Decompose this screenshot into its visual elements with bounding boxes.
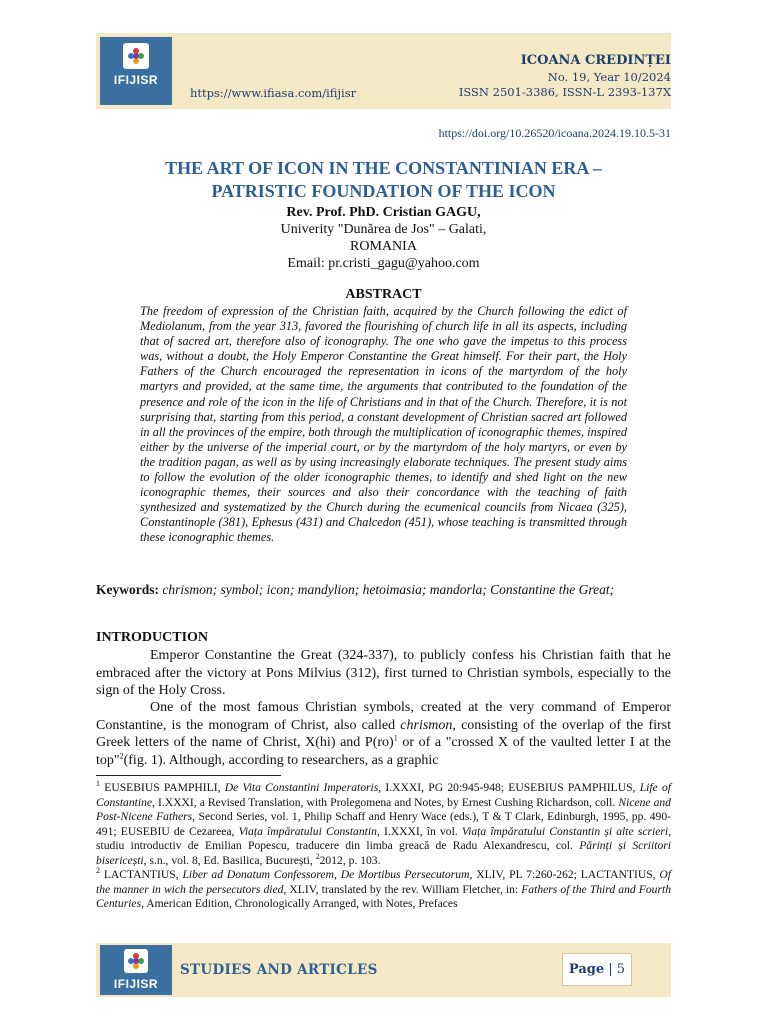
footnote-ref-2[interactable]: 2 — [119, 750, 124, 760]
footer-logo — [100, 945, 172, 995]
intro-paragraph-1: Emperor Constantine the Great (324-337), to publicly confess his Christian faith that he embraced after the victory at Pons Milvius (312), first turned to Christian symbols, especially to the sign of the Holy Cross. — [96, 648, 671, 698]
journal-issue: No. 19, Year 10/2024 — [547, 70, 671, 84]
journal-issn: ISSN 2501-3386, ISSN-L 2393-137X — [458, 85, 671, 99]
article-title — [96, 157, 671, 203]
abstract-heading: ABSTRACT — [345, 287, 422, 302]
author-affiliation: Univerity "Dunărea de Jos" – Galati, — [280, 222, 487, 237]
logo-text: IFIJISR — [113, 73, 159, 87]
keywords-label: Keywords: — [96, 582, 159, 597]
footer-logo-text: IFIJISR — [113, 977, 159, 991]
abstract-text: The freedom of expression of the Christian faith, acquired by the Church following the edict of Mediolanum, from the year 313, favored the flourishing of church life in all its aspects, including that of sacred art, therefore also of iconography. The one who gave the impetus to this process was, without a doubt, the Holy Emperor Constantine the Great himself. For their part, the Holy Fathers of the Church encouraged the representation in icons of the martyrdom of the holy martyrs and provided, at the same time, the arguments that contributed to the foundation of the presence and role of the icon in the life of Christians and in that of the Church. Therefore, it is not surprising that, starting from this period, a constant development of Christian sacred art followed in all the provinces of the empire, both through the multiplication of iconographic themes, inspired either by the universe of the imperial court, or by the martyrdom of the holy martyrs, or even by the tradition pagan, as well as by using increasingly elaborate techniques. The present study aims to follow the evolution of the older iconographic themes, to identify and shed light on the new iconographic themes, their sources and also their concordance with the teaching of faith synthesized and systematized by the Church during the ecumenical councils from Nicaea (325), Constantinople (381), Ephesus (431) and Chalcedon (451), whose teaching is transmitted through these iconographic themes. — [140, 304, 627, 545]
footnote-divider — [96, 775, 281, 776]
keywords-list: chrismon; symbol; icon; mandylion; hetoimasia; mandorla; Constantine the Great; — [162, 582, 615, 597]
article-title-line-2: PATRISTIC FOUNDATION OF THE ICON — [211, 181, 556, 201]
journal-title: ICOANA CREDINȚEI — [520, 53, 671, 68]
flower-logo-icon — [124, 949, 148, 973]
doi-link[interactable]: https://doi.org/10.26520/icoana.2024.19.10.5-31 — [438, 126, 671, 140]
page-separator: | — [604, 962, 617, 977]
footnotes — [96, 781, 671, 912]
article-title-line-1: THE ART OF ICON IN THE CONSTANTINIAN ERA – — [165, 158, 602, 178]
journal-logo — [100, 37, 172, 105]
author-country: ROMANIA — [350, 239, 417, 254]
keywords — [96, 581, 627, 598]
author-email: Email: pr.cristi_gagu@yahoo.com — [287, 256, 480, 271]
page-number: 5 — [616, 962, 626, 977]
footnote-ref-1[interactable]: 1 — [393, 733, 398, 743]
footnote-1: $^1$ EUSEBIUS PAMPHILI, De Vita Constantini Imperatoris, I.XXXI, PG 20:945-948; EUSEBIUS PAMPHILUS, Life of Constantine, I.XXXI, a Revised Translation, with Prolegomena and Notes, by Ernest Cushing Richardson, coll. Nicene and Post-Nicene Fathers, Second Series, vol. 1, Philip Schaff and Henry Wace (eds.), T & T Clark, Edinburgh, 1995, pp. 490-491; EUSEBIU de Cezareea, Viața împăratului Constantin, I.XXXI, în vol. Viața împăratului Constantin și alte scrieri, studiu introductiv de Emilian Popescu, traducere din limba greacă de Radu Alexandrescu, col. Părinți și Scriitori bisericești, s.n., vol. 8, Ed. Basilica, București, $^2$2012, p. 103. — [96, 779, 671, 867]
intro-paragraph-2: One of the most famous Christian symbols, created at the very command of Emperor Constantine, is the monogram of Christ, also called chrismon, consisting of the overlap of the first Greek letters of the name of Christ, X(hi) and P(ro)$^1$ or of a "crossed X of the vaulted letter I at the top"$^2$(fig. 1). Although, according to researchers, as a graphic — [96, 700, 672, 768]
section-label: STUDIES AND ARTICLES — [180, 962, 378, 978]
flower-logo-icon — [123, 43, 149, 69]
page-label: Page — [568, 962, 605, 977]
author-name: Rev. Prof. PhD. Cristian GAGU, — [286, 205, 481, 220]
page-indicator — [562, 953, 632, 986]
footnote-2: $^2$ LACTANTIUS, Liber ad Donatum Confessorem, De Mortibus Persecutorum, XLIV, PL 7:260-262; LACTANTIUS, Of the manner in wich the persecutors died, XLIV, translated by the rev. William Fletcher, in: Fathers of the Third and Fourth Centuries, American Edition, Chronologically Arranged, with Notes, Prefaces — [96, 866, 671, 910]
introduction-heading: INTRODUCTION — [96, 630, 209, 645]
journal-url-link[interactable]: https://www.ifiasa.com/ifijisr — [190, 86, 357, 100]
